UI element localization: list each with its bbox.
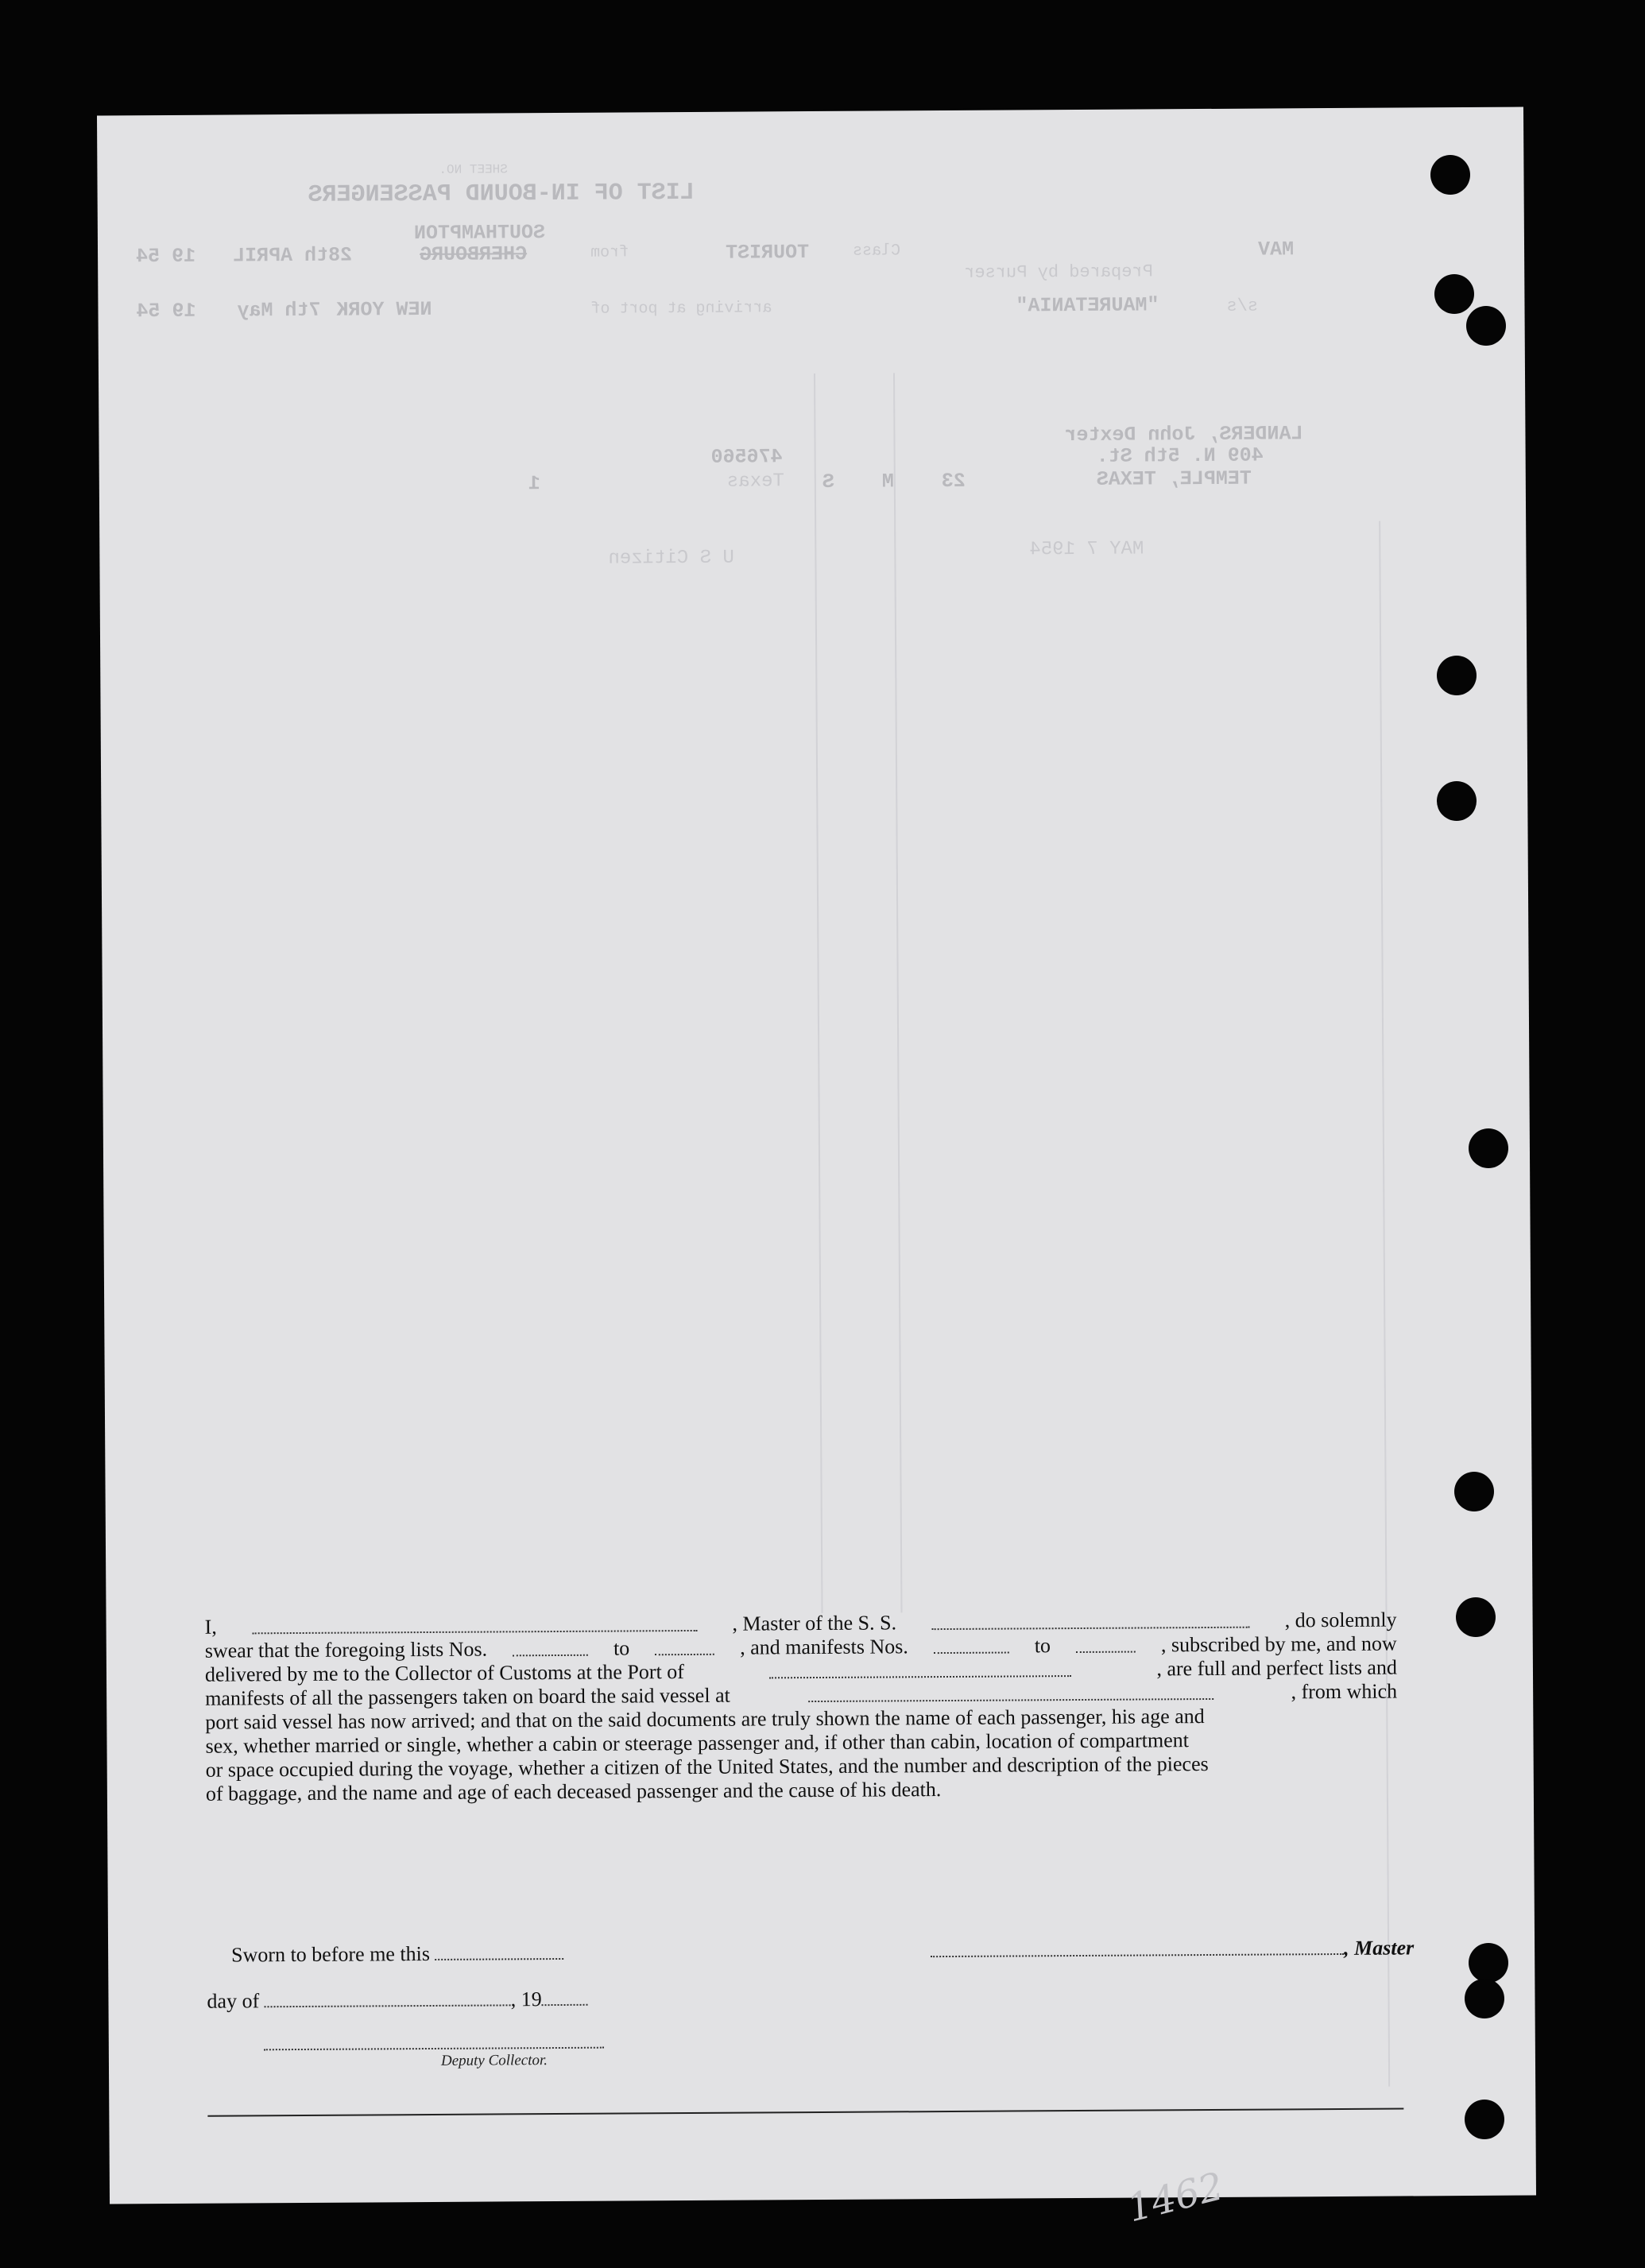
oath-blank (655, 1636, 714, 1655)
column-divider (814, 373, 823, 1613)
punch-hole (1437, 656, 1477, 695)
oath-text: , from which (1291, 1679, 1398, 1704)
passenger-nationality: Texas (726, 470, 784, 493)
punch-hole (1466, 306, 1506, 346)
oath-blank (934, 1635, 1009, 1655)
passenger-age: 23 (941, 469, 966, 493)
header-prepared-by: Prepared by Purser (964, 261, 1153, 283)
deputy-label: Deputy Collector. (440, 2052, 548, 2069)
header-ship: "MAURETANIA" (1016, 293, 1159, 318)
column-divider (1379, 521, 1390, 2087)
header-arrival-port: NEW YORK (336, 297, 432, 322)
header-class-label: Class (852, 242, 901, 261)
oath-text: to (613, 1636, 630, 1660)
passenger-sex: M (881, 470, 894, 493)
punch-hole (1469, 1943, 1508, 1983)
handwritten-number: 1462 (1122, 2164, 1229, 2231)
passenger-pieces: 1 (528, 472, 540, 496)
oath-blank (252, 1612, 697, 1634)
arrival-stamp: MAY 7 1954 (1029, 538, 1144, 561)
oath-blank (808, 1681, 1213, 1702)
oath-text: , subscribed by me, and now (1160, 1631, 1397, 1657)
header-arrival-year: 19 54 (136, 299, 196, 323)
master-oath (205, 1608, 1398, 1806)
passenger-marital: S (822, 470, 834, 493)
oath-text: manifests of all the passengers taken on board the said vessel at (205, 1683, 730, 1710)
header-date-sailed: 28th APRIL (232, 243, 353, 268)
master-label: , Master (1344, 1936, 1415, 1960)
passenger-city: TEMPLE, TEXAS (1096, 466, 1252, 491)
oath-text: swear that the foregoing lists Nos. (204, 1637, 488, 1662)
sworn-blank (435, 1941, 563, 1960)
oath-blank (1076, 1634, 1136, 1653)
oath-text: of baggage, and the name and age of each deceased passenger and the cause of his death. (205, 1778, 942, 1805)
passenger-status: U S Citizen (608, 547, 734, 570)
year-label: , 19 (510, 1987, 542, 2011)
passenger-street: 409 N. 5th St. (1096, 443, 1264, 468)
header-year-sailed: 19 54 (135, 244, 196, 269)
day-of-row (207, 1987, 587, 2014)
master-signature-blank (931, 1936, 1344, 1957)
header-ship-prefix: s/s (1226, 296, 1259, 316)
oath-text: to (1034, 1634, 1051, 1658)
oath-blank (769, 1658, 1071, 1678)
header-port-from: SOUTHAMPTON (413, 221, 546, 246)
passenger-number: 476560 (710, 445, 783, 469)
header-title: LIST OF IN-BOUND PASSENGERS (308, 179, 695, 209)
day-of-label: day of (207, 1989, 260, 2013)
oath-blank (513, 1637, 588, 1657)
oath-text: , and manifests Nos. (740, 1635, 908, 1659)
oath-blank (931, 1609, 1249, 1630)
year-blank (542, 1987, 588, 2006)
header-from-label: from (590, 243, 629, 262)
punch-hole (1434, 274, 1474, 314)
manifest-sheet (97, 107, 1536, 2231)
oath-text: sex, whether married or single, whether a cabin or steerage passenger and, if other than cabin, location of compartment (205, 1728, 1190, 1758)
oath-text: or space occupied during the voyage, whether a citizen of the United States, and the number and description of the pieces (205, 1752, 1209, 1782)
oath-text: , Master of the S. S. (732, 1611, 897, 1635)
oath-text: port said vessel has now arrived; and that on the said documents are truly shown the name of each passenger, his age and (205, 1705, 1205, 1734)
punch-hole (1437, 781, 1477, 821)
punch-hole (1456, 1597, 1496, 1637)
oath-text: I, (204, 1615, 217, 1639)
header-arrival-date: 7th May (237, 298, 321, 323)
bottom-rule (207, 2108, 1403, 2117)
header-port-struck: CHERBOURG (419, 242, 528, 267)
sworn-label: Sworn to before me this (231, 1941, 431, 1967)
oath-text: delivered by me to the Collector of Customs at the Port of (204, 1660, 685, 1686)
punch-hole (1469, 1128, 1508, 1168)
oath-text: , do solemnly (1284, 1608, 1397, 1632)
oath-text: , are full and perfect lists and (1156, 1655, 1398, 1681)
sworn-row (231, 1936, 1415, 1968)
punch-hole (1465, 1979, 1504, 2018)
sheet-number: SHEET NO. (439, 162, 508, 177)
punch-hole (1454, 1472, 1494, 1511)
column-divider (893, 373, 903, 1612)
header-class: TOURIST (725, 241, 810, 265)
punch-hole (1465, 2100, 1504, 2139)
passenger-name: LANDERS, John Dexter (1064, 422, 1303, 447)
header-arrival-label: arriving at port of (590, 299, 772, 319)
header-mav: MAV (1257, 238, 1295, 261)
deputy-signature-blank (264, 2047, 604, 2051)
day-blank (265, 1987, 511, 2007)
punch-hole (1430, 155, 1470, 195)
